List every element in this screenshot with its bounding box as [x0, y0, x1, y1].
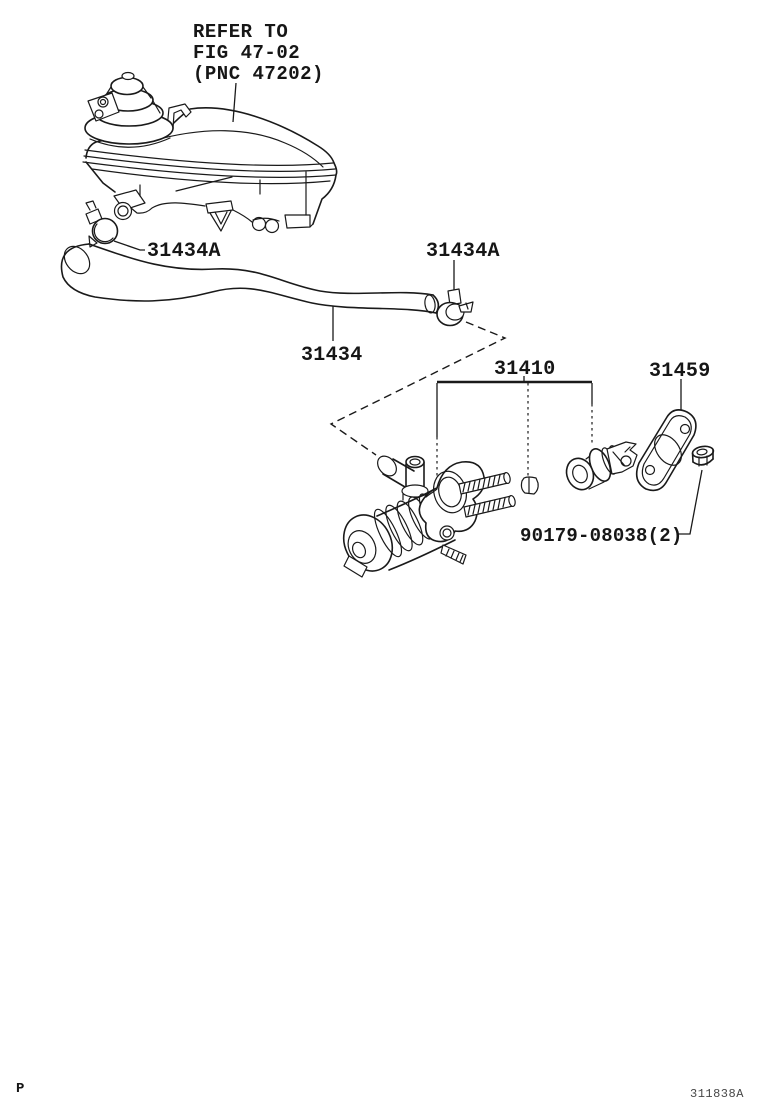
label-hose: 31434: [301, 344, 363, 367]
tank-bottom-bump-2: [266, 220, 279, 233]
hose-clamp-lower: [437, 260, 473, 326]
label-gasket: 31459: [649, 360, 711, 383]
reservoir-tank-drawing: [83, 73, 337, 233]
clip-drawing: [521, 477, 538, 494]
hose-drawing: [59, 241, 438, 341]
note-line-1: REFER TO: [193, 21, 289, 43]
stud-3: [441, 545, 466, 564]
page-marker: P: [16, 1081, 25, 1097]
label-clamp-upper: 31434A: [147, 240, 221, 263]
figure-code: 311838A: [690, 1087, 744, 1101]
label-master-cylinder: 31410: [494, 358, 556, 381]
filler-cap: [85, 73, 173, 148]
inlet-tube-opening: [374, 452, 400, 479]
tank-left-lower-edge: [86, 162, 115, 192]
nut-drawing: [677, 445, 714, 534]
tank-bottom-tab: [285, 215, 310, 228]
label-clamp-lower: 31434A: [426, 240, 500, 263]
nut-bottom: [693, 459, 713, 465]
gasket-drawing: [637, 379, 696, 490]
cap-tip: [122, 73, 134, 80]
clamp-upper-leader: [114, 241, 145, 250]
assembly-dashed-line: [331, 322, 505, 455]
tank-mount-collar: [206, 201, 233, 213]
tank-mount-v: [210, 211, 231, 231]
tank-top-ridge: [152, 131, 323, 167]
group-bracket-31410: [437, 358, 592, 479]
label-nut: 90179-08038(2): [520, 525, 683, 547]
tank-outlet-opening: [115, 203, 132, 220]
tank-right-edge: [313, 163, 337, 224]
note-leader-line: [233, 83, 236, 122]
clip-body: [521, 477, 538, 494]
tank-seam-3: [83, 162, 336, 177]
port-top: [406, 457, 424, 468]
note-line-2: FIG 47-02: [193, 42, 301, 64]
hose-top-edge: [89, 244, 433, 295]
tank-bottom-edge-2: [233, 210, 252, 222]
gasket-outer: [637, 410, 696, 491]
note-line-3: (PNC 47202): [193, 63, 324, 85]
master-cylinder-drawing: [335, 452, 516, 579]
clamp-upper-stub: [86, 201, 96, 210]
nut-top-face: [692, 445, 714, 459]
tank-seam-1: [85, 150, 333, 165]
flange-lower-hole: [440, 526, 454, 540]
piston-drawing: [562, 442, 637, 494]
reference-note: [193, 21, 324, 122]
tank-seam-2: [84, 156, 335, 171]
clamp-upper-ring: [93, 219, 118, 244]
